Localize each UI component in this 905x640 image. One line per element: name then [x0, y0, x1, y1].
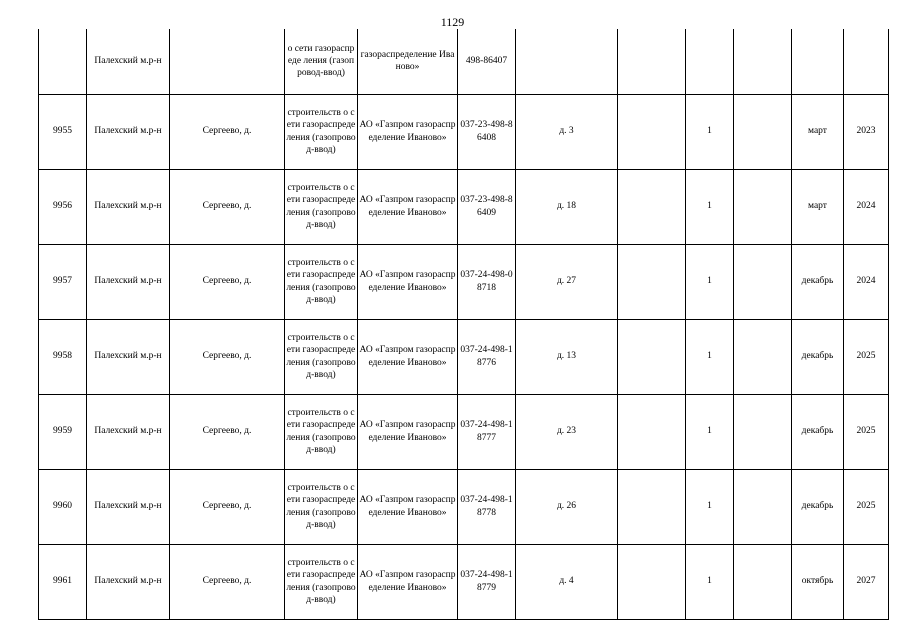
owner-cell: АО «Газпром газораспределение Иваново» [358, 469, 458, 544]
address-cell: д. 23 [516, 394, 618, 469]
year-cell: 2024 [844, 169, 889, 244]
row-number-cell: 9955 [39, 94, 87, 169]
code-cell: 037-23-498-86408 [458, 94, 516, 169]
count-cell: 1 [686, 244, 734, 319]
address-cell: д. 18 [516, 169, 618, 244]
code-cell: 037-24-498-18776 [458, 319, 516, 394]
row-number-cell: 9956 [39, 169, 87, 244]
purpose-cell: строительств о сети газораспреде ления (газопровод-ввод) [285, 244, 358, 319]
table-row [39, 469, 889, 544]
table-row [39, 394, 889, 469]
purpose-cell: строительств о сети газораспреде ления (газопровод-ввод) [285, 394, 358, 469]
gas-connection-table [38, 29, 889, 620]
empty-cell [618, 169, 686, 244]
district-cell: Палехский м.р-н [87, 94, 170, 169]
district-cell: Палехский м.р-н [87, 29, 170, 94]
empty-cell [734, 394, 792, 469]
empty-cell [734, 169, 792, 244]
month-cell: март [792, 169, 844, 244]
year-cell: 2025 [844, 319, 889, 394]
row-number-cell: 9959 [39, 394, 87, 469]
month-cell: декабрь [792, 394, 844, 469]
address-cell: д. 3 [516, 94, 618, 169]
empty-cell [618, 319, 686, 394]
address-cell [516, 29, 618, 94]
code-cell: 498-86407 [458, 29, 516, 94]
year-cell: 2025 [844, 394, 889, 469]
empty-cell [618, 29, 686, 94]
count-cell: 1 [686, 394, 734, 469]
settlement-cell: Сергеево, д. [170, 169, 285, 244]
empty-cell [618, 394, 686, 469]
owner-cell: газораспределение Иваново» [358, 29, 458, 94]
table-row [39, 544, 889, 619]
code-cell: 037-24-498-08718 [458, 244, 516, 319]
address-cell: д. 4 [516, 544, 618, 619]
code-cell: 037-24-498-18777 [458, 394, 516, 469]
table-row [39, 319, 889, 394]
settlement-cell: Сергеево, д. [170, 394, 285, 469]
table-row [39, 169, 889, 244]
row-number-cell: 9961 [39, 544, 87, 619]
owner-cell: АО «Газпром газораспределение Иваново» [358, 319, 458, 394]
empty-cell [734, 319, 792, 394]
settlement-cell: Сергеево, д. [170, 94, 285, 169]
district-cell: Палехский м.р-н [87, 244, 170, 319]
settlement-cell [170, 29, 285, 94]
district-cell: Палехский м.р-н [87, 169, 170, 244]
row-number-cell: 9960 [39, 469, 87, 544]
settlement-cell: Сергеево, д. [170, 544, 285, 619]
owner-cell: АО «Газпром газораспределение Иваново» [358, 169, 458, 244]
owner-cell: АО «Газпром газораспределение Иваново» [358, 394, 458, 469]
district-cell: Палехский м.р-н [87, 394, 170, 469]
month-cell [792, 29, 844, 94]
year-cell: 2027 [844, 544, 889, 619]
purpose-cell: строительств о сети газораспреде ления (газопровод-ввод) [285, 169, 358, 244]
purpose-cell: строительств о сети газораспреде ления (газопровод-ввод) [285, 469, 358, 544]
month-cell: декабрь [792, 469, 844, 544]
code-cell: 037-24-498-18779 [458, 544, 516, 619]
owner-cell: АО «Газпром газораспределение Иваново» [358, 94, 458, 169]
month-cell: декабрь [792, 319, 844, 394]
count-cell: 1 [686, 169, 734, 244]
address-cell: д. 26 [516, 469, 618, 544]
purpose-cell: строительств о сети газораспреде ления (газопровод-ввод) [285, 94, 358, 169]
table-row [39, 94, 889, 169]
district-cell: Палехский м.р-н [87, 319, 170, 394]
year-cell: 2024 [844, 244, 889, 319]
count-cell: 1 [686, 319, 734, 394]
month-cell: март [792, 94, 844, 169]
settlement-cell: Сергеево, д. [170, 319, 285, 394]
empty-cell [618, 94, 686, 169]
district-cell: Палехский м.р-н [87, 469, 170, 544]
count-cell: 1 [686, 469, 734, 544]
settlement-cell: Сергеево, д. [170, 244, 285, 319]
purpose-cell: строительств о сети газораспреде ления (газопровод-ввод) [285, 319, 358, 394]
settlement-cell: Сергеево, д. [170, 469, 285, 544]
table-row [39, 244, 889, 319]
year-cell: 2023 [844, 94, 889, 169]
address-cell: д. 13 [516, 319, 618, 394]
empty-cell [734, 94, 792, 169]
num-cell [39, 29, 87, 94]
year-cell: 2025 [844, 469, 889, 544]
owner-cell: АО «Газпром газораспределение Иваново» [358, 244, 458, 319]
purpose-cell: строительств о сети газораспреде ления (газопровод-ввод) [285, 544, 358, 619]
district-cell: Палехский м.р-н [87, 544, 170, 619]
month-cell: декабрь [792, 244, 844, 319]
purpose-cell: о сети газораспреде ления (газопровод-ввод) [285, 29, 358, 94]
month-cell: октябрь [792, 544, 844, 619]
code-cell: 037-23-498-86409 [458, 169, 516, 244]
continued-row [39, 29, 889, 94]
empty-cell [734, 544, 792, 619]
row-number-cell: 9958 [39, 319, 87, 394]
year-cell [844, 29, 889, 94]
code-cell: 037-24-498-18778 [458, 469, 516, 544]
empty-cell [618, 544, 686, 619]
empty-cell [734, 29, 792, 94]
empty-cell [618, 469, 686, 544]
page-number: 1129 [440, 15, 465, 29]
address-cell: д. 27 [516, 244, 618, 319]
empty-cell [734, 469, 792, 544]
count-cell [686, 29, 734, 94]
count-cell: 1 [686, 544, 734, 619]
empty-cell [618, 244, 686, 319]
row-number-cell: 9957 [39, 244, 87, 319]
count-cell: 1 [686, 94, 734, 169]
empty-cell [734, 244, 792, 319]
owner-cell: АО «Газпром газораспределение Иваново» [358, 544, 458, 619]
